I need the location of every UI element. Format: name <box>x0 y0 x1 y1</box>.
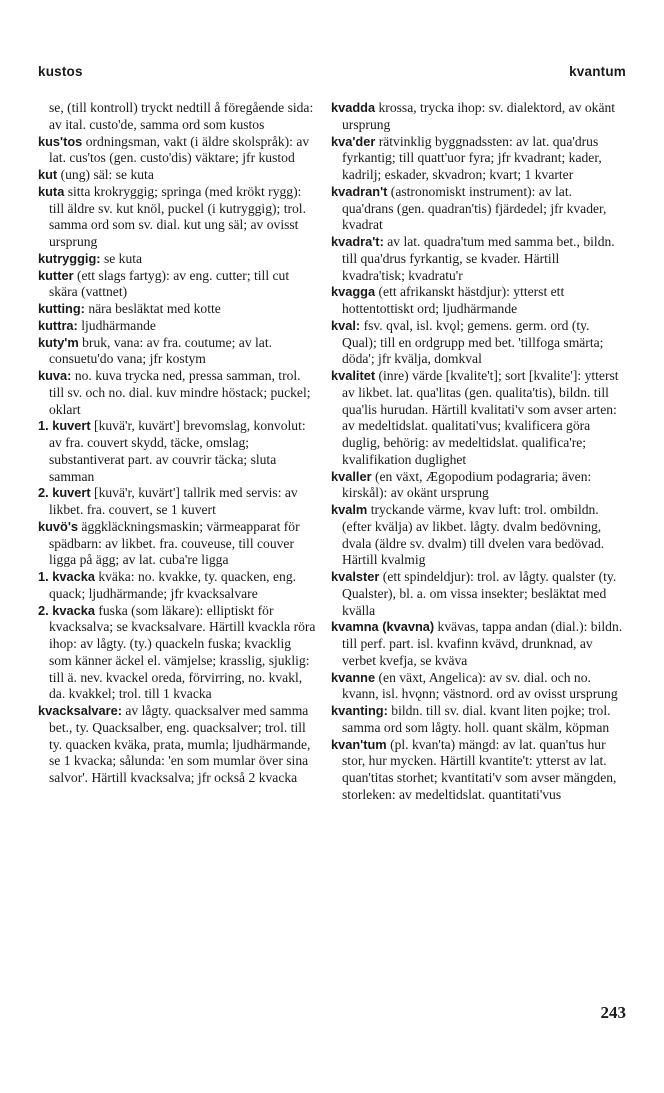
entry-headword: 1. kvacka <box>38 569 95 584</box>
entry-definition: fsv. qval, isl. kvǫl; gemens. germ. ord (ty. Qual); till en ordgrupp med bet. 'tillfoga smärta; döda'; jfr kvälja, domkval <box>342 317 604 367</box>
dictionary-entry <box>331 737 623 804</box>
entry-headword: 2. kvacka <box>38 602 95 618</box>
entry-definition: kvävas, tappa andan (dial.): bildn. till perf. part. isl. kvafinn kvävd, drunknad, av verbet kvefja, se kväva <box>342 619 623 668</box>
entry-headword: kuta <box>38 183 65 199</box>
dictionary-entry <box>38 418 316 485</box>
dictionary-entry <box>38 251 316 268</box>
entry-headword: kvaller <box>331 468 372 484</box>
entry-definition: bildn. till sv. dial. kvant liten pojke; trol. samma ord som lågty. holl. quant skälm, köpman <box>342 703 611 735</box>
dictionary-entry <box>38 100 316 134</box>
entry-definition: av lat. quadra'tum med samma bet., bildn. till qua'drus fyrkantig, se kvader. Härtill kvadra'tisk; kvadratu'r <box>342 234 615 283</box>
dictionary-entry <box>38 368 316 418</box>
dictionary-entry <box>38 569 316 603</box>
dictionary-entry <box>38 335 316 369</box>
entry-definition: av lågty. quacksalver med samma bet., ty. Quacksalber, eng. quacksalver; trol. till ty. quacken kväka, prata, mumla; ljudhärmande, se 1 kvacka; sålunda: 'en som mumlar över sina salvor'. Härtill kvacksalva; jfr också 2 kvacka <box>49 703 311 785</box>
dictionary-entry <box>38 519 316 569</box>
entry-headword: kvalm <box>331 502 368 517</box>
dictionary-entry <box>331 134 623 184</box>
page-header <box>38 64 626 79</box>
entry-headword: kval: <box>331 317 361 333</box>
entry-definition: rätvinklig byggnadssten: av lat. qua'drus fyrkantig; till quatt'uor fyra; jfr kvadrant; kader, kadrilj; eskader, skvadron; kvart; 1 kvarter <box>342 133 602 182</box>
entry-headword: kvan'tum <box>331 736 387 752</box>
header-right-guideword: kvantum <box>569 64 626 79</box>
entry-definition: bruk, vana: av fra. coutume; av lat. consuetu'do vana; jfr kostym <box>49 334 272 367</box>
entry-definition: nära besläktat med kotte <box>84 301 221 316</box>
dictionary-entry <box>331 184 623 234</box>
dictionary-entry <box>38 167 316 184</box>
entry-definition: (ett slags fartyg): av eng. cutter; till cut skära (vattnet) <box>49 267 290 300</box>
dictionary-entry <box>331 569 623 619</box>
entry-definition: (en växt, Angelica): av sv. dial. och no. kvann, isl. hvǫnn; västnord. ord av ovisst ursprung <box>342 669 618 702</box>
entry-headword: kutryggig: <box>38 250 101 266</box>
entry-headword: kvacksalvare: <box>38 703 122 718</box>
entry-headword: kvanting: <box>331 703 388 718</box>
entry-headword: kuttra: <box>38 317 78 333</box>
dictionary-entry <box>331 619 623 669</box>
entry-headword: kvalster <box>331 569 380 584</box>
dictionary-entry <box>331 670 623 704</box>
entry-definition: ljudhärmande <box>77 317 156 333</box>
dictionary-entry <box>38 703 316 787</box>
dictionary-entry <box>38 268 316 302</box>
entry-headword: 1. kuvert <box>38 418 91 434</box>
dictionary-entry <box>331 368 623 469</box>
entry-headword: kuvö's <box>38 518 79 534</box>
entry-headword: kutter <box>38 267 74 283</box>
entry-definition: [kuvä'r, kuvärt'] tallrik med servis: av likbet. fra. couvert, se 1 kuvert <box>49 485 298 517</box>
dictionary-entry <box>38 134 316 168</box>
entry-headword: 2. kuvert <box>38 485 91 501</box>
left-column <box>38 100 316 787</box>
entry-definition: sitta krokryggig; springa (med krökt rygg): till äldre sv. kut knöl, puckel (i kutryggig); trol. samma ord som sv. dial. kut ung säl; av ovisst ursprung <box>49 183 306 249</box>
entry-headword: kvanne <box>331 669 376 685</box>
dictionary-entry <box>38 184 316 251</box>
entry-definition: se, (till kontroll) tryckt nedtill å föregående sida: av ital. custo'de, samma ord som kustos <box>49 100 314 132</box>
entry-headword: kuva: <box>38 368 72 383</box>
entry-definition: (inre) värde [kvalite't]; sort [kvalite']: ytterst av likbet. lat. qua'litas (gen. qualita'tis), bildn. till qua'lis hurudan. Härtill kvalitati'v som avser arten: av medeltidslat. qualitati'vus; kvalificera göra duglig, behörig: av medeltidslat. qualifica're; kvalifikation duglighet <box>342 368 619 467</box>
dictionary-entry <box>331 703 623 737</box>
dictionary-entry <box>38 603 316 704</box>
entry-headword: kvagga <box>331 284 376 300</box>
dictionary-entry <box>38 301 316 318</box>
dictionary-entry <box>331 100 623 134</box>
entry-definition: krossa, trycka ihop: sv. dialektord, av okänt ursprung <box>342 100 616 132</box>
entry-headword: kus'tos <box>38 133 83 149</box>
dictionary-entry <box>331 318 623 368</box>
entry-definition: (pl. kvan'ta) mängd: av lat. quan'tus hur stor, hur mycken. Härtill kvantite't: ytterst av lat. quan'titas storhet; kvantitati'v som avser mängden, storleken: av medeltidslat. quantitati'vus <box>342 736 617 802</box>
entry-headword: kuty'm <box>38 334 79 350</box>
entry-definition: [kuvä'r, kuvärt'] brevomslag, konvolut: av fra. couvert skydd, täcke, omslag; substantiverat part. av couvrir täcka; sluta samman <box>49 418 306 484</box>
dictionary-entry <box>331 502 623 569</box>
entry-definition: ordningsman, vakt (i äldre skolspråk): av lat. cus'tos (gen. custo'dis) väktare; jfr kustod <box>49 133 310 166</box>
entry-definition: äggkläckningsmaskin; värmeapparat för spädbarn: av likbet. fra. couveuse, till couver ligga på ägg; av lat. cuba're ligga <box>49 518 300 568</box>
entry-definition: (astronomiskt instrument): av lat. qua'drans (gen. quadran'tis) fjärdedel; jfr kvader, kvadrat <box>342 183 607 233</box>
entry-headword: kvadda <box>331 100 376 115</box>
dictionary-entry <box>38 318 316 335</box>
entry-headword: kutting: <box>38 301 85 316</box>
entry-definition: fuska (som läkare): elliptiskt för kvacksalva; se kvacksalvare. Härtill kvackla röra ihop: av lågty. (ty.) quackeln fuska; kvacklig som känner äckel el. vämjelse; krasslig, sjuklig: till ä. nev. kvackel oreda, förvirring, no. kvakl, da. kvakkel; trol. till 1 kvacka <box>49 602 316 702</box>
entry-definition: tryckande värme, kvav luft: trol. ombildn. (efter kvälja) av likbet. lågty. dvalm bedövning, dvala (äldre sv. dvalm) till dvelen vara bedövad. Härtill kvalmig <box>342 502 605 568</box>
entry-headword: kvalitet <box>331 368 376 383</box>
entry-headword: kvamna (kvavna) <box>331 619 435 635</box>
entry-definition: (en växt, Ægopodium podagraria; även: kirskål): av okänt ursprung <box>342 468 592 501</box>
entry-definition: (ett afrikanskt hästdjur): ytterst ett hottentottiskt ord; ljudhärmande <box>342 284 565 316</box>
entry-definition: no. kuva trycka ned, pressa samman, trol. till sv. och no. dial. kuv mindre höstack; puckel; oklart <box>49 368 311 417</box>
dictionary-entry <box>38 485 316 519</box>
header-left-guideword: kustos <box>38 64 83 79</box>
entry-headword: kva'der <box>331 133 376 149</box>
entry-definition: se kuta <box>100 250 143 266</box>
entry-definition: kväka: no. kvakke, ty. quacken, eng. quack; ljudhärmande; jfr kvacksalvare <box>49 569 297 601</box>
dictionary-entry <box>331 469 623 503</box>
entry-definition: (ung) säl: se kuta <box>57 167 154 182</box>
entry-headword: kut <box>38 167 58 182</box>
dictionary-entry <box>331 284 623 318</box>
page-number: 243 <box>600 1003 626 1022</box>
dictionary-entry <box>331 234 623 284</box>
entry-headword: kvadra't: <box>331 234 384 249</box>
entry-definition: (ett spindeldjur): trol. av lågty. qualster (ty. Qualster), bl. a. om vissa insekter; besläktat med kvälla <box>342 569 617 618</box>
right-column <box>331 100 623 804</box>
entry-headword: kvadran't <box>331 183 388 199</box>
